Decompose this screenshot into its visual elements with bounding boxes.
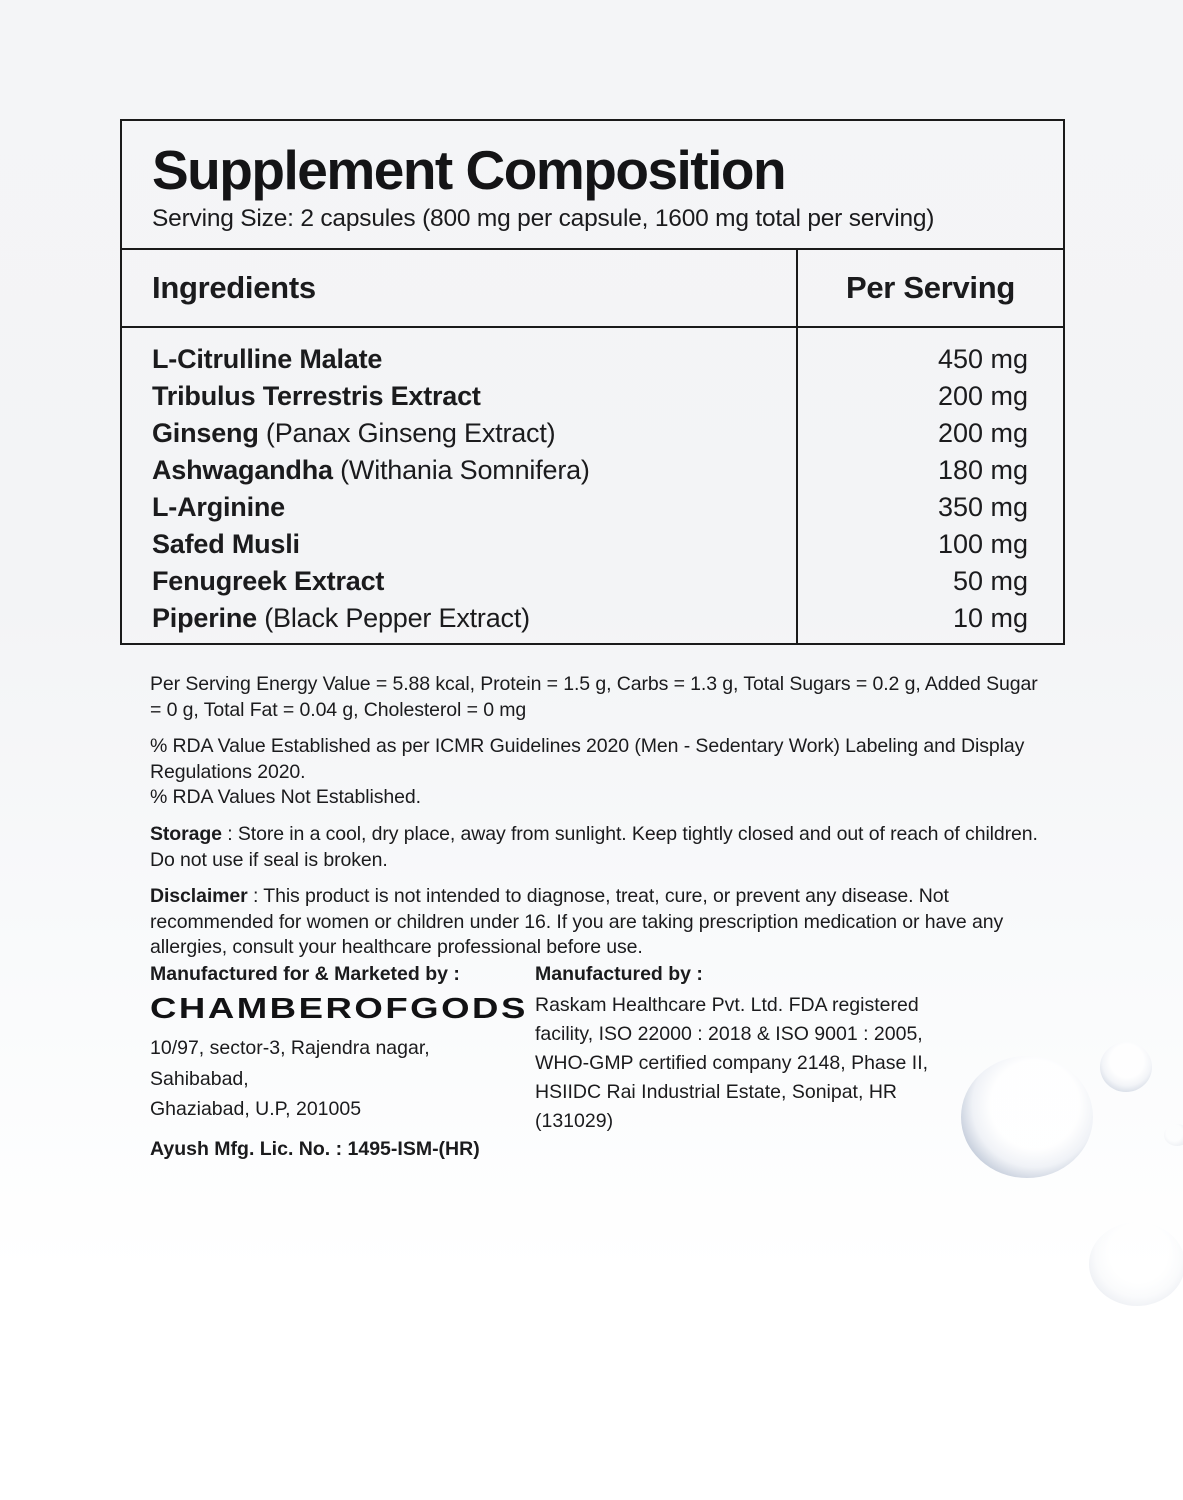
ingredient-amount: 10 mg xyxy=(952,603,1028,634)
ingredient-name: L-Citrulline Malate xyxy=(152,344,383,375)
address-line: Ghaziabad, U.P, 201005 xyxy=(150,1098,362,1120)
notes-section xyxy=(150,672,1050,972)
water-bubble-small xyxy=(1100,1042,1152,1092)
disclaimer-paragraph xyxy=(150,884,1050,961)
ingredient-amount: 200 mg xyxy=(937,418,1028,449)
water-bubble-wisp xyxy=(1164,1124,1183,1146)
manufacturer-footer xyxy=(150,962,980,1161)
ingredient-amount: 200 mg xyxy=(937,381,1028,412)
storage-label: Storage xyxy=(150,822,222,845)
address-line: 10/97, sector-3, Rajendra nagar, xyxy=(150,1037,430,1059)
manufactured-by-heading: Manufactured by : xyxy=(535,963,703,985)
water-bubble-large xyxy=(961,1056,1093,1178)
supplement-facts-panel xyxy=(120,119,1065,645)
ingredient-amount: 450 mg xyxy=(937,344,1028,375)
storage-paragraph xyxy=(150,822,1050,873)
water-bubble-bottom xyxy=(1089,1222,1183,1306)
ingredient-name: Ginseng (Panax Ginseng Extract) xyxy=(152,418,556,449)
ingredient-name: Piperine (Black Pepper Extract) xyxy=(152,603,530,634)
ingredient-amount: 180 mg xyxy=(937,455,1028,486)
rda-line-2: % RDA Values Not Established. xyxy=(150,786,421,809)
disclaimer-label: Disclaimer xyxy=(150,885,248,908)
energy-values-paragraph: Per Serving Energy Value = 5.88 kcal, Protein = 1.5 g, Carbs = 1.3 g, Total Sugars = 0.2 g, Added Sugar = 0 g, Total Fat = 0.04 g, Cholesterol = 0 mg xyxy=(150,673,1038,721)
column-header-per-serving: Per Serving xyxy=(845,270,1015,306)
ingredient-name: Ashwagandha (Withania Somnifera) xyxy=(152,455,590,486)
table-header-row xyxy=(122,248,1063,326)
column-header-ingredients: Ingredients xyxy=(122,250,798,326)
panel-title-block xyxy=(122,121,1063,248)
manufactured-by-column xyxy=(535,962,980,1161)
marketed-address xyxy=(150,1033,535,1125)
manufacturer-details: Raskam Healthcare Pvt. Ltd. FDA registered facility, ISO 22000 : 2018 & ISO 9001 : 2005, WHO-GMP certified company 2148, Phase II, HSIIDC Rai Industrial Estate, Sonipat, HR (131029) xyxy=(535,994,929,1132)
ingredient-amount: 50 mg xyxy=(952,566,1028,597)
serving-size-line: Serving Size: 2 capsules (800 mg per capsule, 1600 mg total per serving) xyxy=(152,205,935,233)
ingredient-amount: 350 mg xyxy=(937,492,1028,523)
ingredient-name: Tribulus Terrestris Extract xyxy=(152,381,481,412)
storage-text: : Store in a cool, dry place, away from sunlight. Keep tightly closed and out of reach of children. Do not use if seal is broken. xyxy=(150,822,1038,871)
ingredient-amount: 100 mg xyxy=(937,529,1028,560)
address-line: Sahibabad, xyxy=(150,1067,249,1090)
ingredient-name: Fenugreek Extract xyxy=(152,566,385,597)
brand-logo-text: CHAMBEROFGODS xyxy=(150,993,528,1025)
marketed-by-column xyxy=(150,962,535,1161)
table-body xyxy=(122,326,1063,643)
marketed-by-heading: Manufactured for & Marketed by : xyxy=(150,963,460,985)
disclaimer-text: : This product is not intended to diagnose, treat, cure, or prevent any disease. Not recommended for women or children under 16. If you are taking prescription medication or have any allergies, consult your healthcare professional before use. xyxy=(150,885,1004,959)
ingredient-amount-list xyxy=(798,328,1063,643)
rda-paragraph xyxy=(150,734,1050,811)
ingredient-name: Safed Musli xyxy=(152,529,300,560)
ingredient-name: L-Arginine xyxy=(152,492,285,523)
rda-line-1: % RDA Value Established as per ICMR Guidelines 2020 (Men - Sedentary Work) Labeling and Display Regulations 2020. xyxy=(150,735,1025,783)
page-title: Supplement Composition xyxy=(152,139,786,201)
ayush-license-number: Ayush Mfg. Lic. No. : 1495-ISM-(HR) xyxy=(150,1137,480,1160)
ingredient-name-list xyxy=(122,328,798,643)
